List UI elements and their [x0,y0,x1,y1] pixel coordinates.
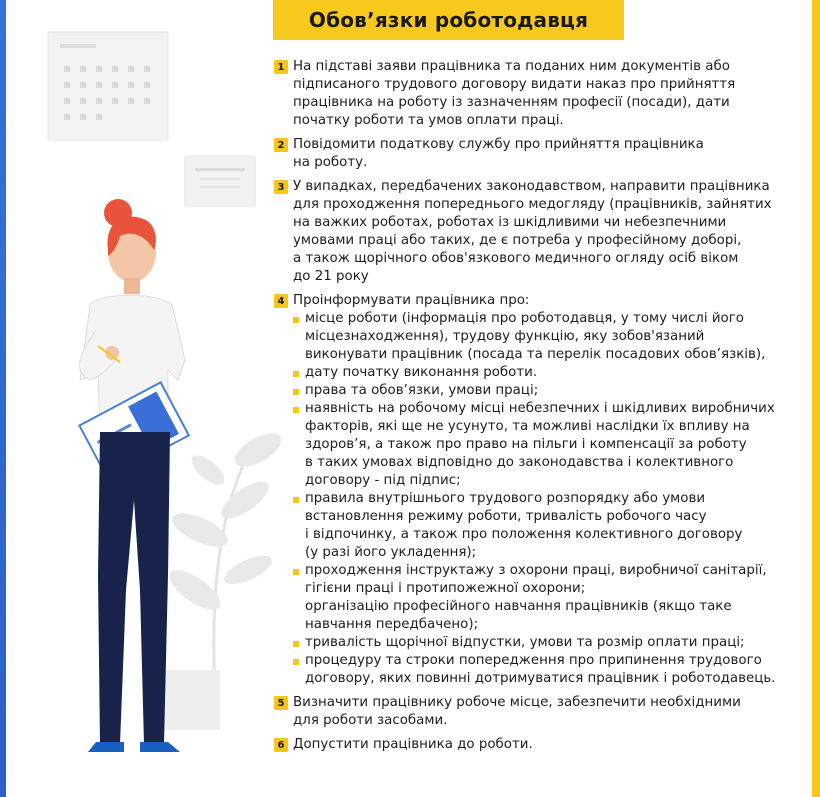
sub-list-item [293,562,799,634]
sub-list-item [293,652,799,688]
item-text: У випадках, передбачених законодавством, направити працівника для проходження попереднього медогляду (працівників, зайнятих на важких роботах, роботах із шкідливими чи небезпечними умовами праці або таких, де є потреба у професійному доборі, а також щорічного обов'язкового медичного огляду осіб віком до 21 року [293,179,772,284]
list-item [274,736,799,754]
page-title: Обов’язки роботодавця [308,8,589,32]
bullet-icon [293,371,299,377]
sub-item-text: процедуру та строки попередження про припинення трудового договору, яких повинні дотримуватися працівник і роботодавець. [305,653,776,686]
list-item [274,694,799,730]
item-number-badge: 5 [274,696,288,710]
bullet-icon [293,497,299,503]
right-edge-stripe [812,0,820,797]
item-number-badge: 6 [274,738,288,752]
sub-item-text: тривалість щорічної відпустки, умови та розмір оплати праці; [305,635,745,650]
item-number-badge: 1 [274,60,288,74]
sub-item-text: проходження інструктажу з охорони праці, виробничої санітарії, гігієни праці і протипожежної охорони; організацію професійного навчання працівників (якщо таке навчання передбачено); [305,563,767,632]
sub-list-item [293,490,799,562]
list-item [274,58,799,130]
list-item [274,178,799,286]
plant-icon [150,427,287,730]
sub-item-text: правила внутрішнього трудового розпорядку або умови встановлення режиму роботи, тривалість робочого часу і відпочинку, а також про положення колективного договору (у разі його укладення); [305,491,743,560]
list-item [274,136,799,172]
item-text: Допустити працівника до роботи. [293,737,533,752]
woman-with-clipboard-illustration [0,30,300,797]
title-banner [273,0,624,40]
duties-list [274,58,799,760]
calendar-icon [48,32,168,140]
item-number-badge: 4 [274,294,288,308]
sub-list-item [293,310,799,364]
sub-item-text: права та обов’язки, умови праці; [305,383,539,398]
sub-item-text: місце роботи (інформація про роботодавця, у тому числі його місцезнаходження), трудову функцію, яку зобов'язаний виконувати працівник (посада та перелік посадових обов’язків), [305,311,766,362]
item-text: Визначити працівнику робоче місце, забезпечити необхідними для роботи засобами. [293,695,741,728]
item-number-badge: 3 [274,180,288,194]
bullet-icon [293,389,299,395]
sub-list-item [293,400,799,490]
bullet-icon [293,317,299,323]
sub-item-text: дату початку виконання роботи. [305,365,538,380]
item-text: Проінформувати працівника про: [293,293,530,308]
bullet-icon [293,659,299,665]
list-item [274,292,799,688]
sub-list-item [293,634,799,652]
sub-list-item [293,364,799,382]
sub-item-text: наявність на робочому місці небезпечних і шкідливих виробничих факторів, які ще не усунуто, та можливі наслідки їх впливу на здоров’я, а також про право на пільги і компенсації за роботу в таких умовах відповідно до законодавства і колективного договору - під підпис; [305,401,775,488]
bullet-icon [293,641,299,647]
bullet-icon [293,407,299,413]
item-number-badge: 2 [274,138,288,152]
item-text: Повідомити податкову службу про прийняття працівника на роботу. [293,137,704,170]
item-text: На підставі заяви працівника та поданих ним документів або підписаного трудового договору видати наказ про прийняття працівника на роботу із зазначенням професії (посади), дати початку роботи та умов оплати праці. [293,59,736,128]
sub-list-item [293,382,799,400]
certificate-icon [185,156,255,206]
bullet-icon [293,569,299,575]
